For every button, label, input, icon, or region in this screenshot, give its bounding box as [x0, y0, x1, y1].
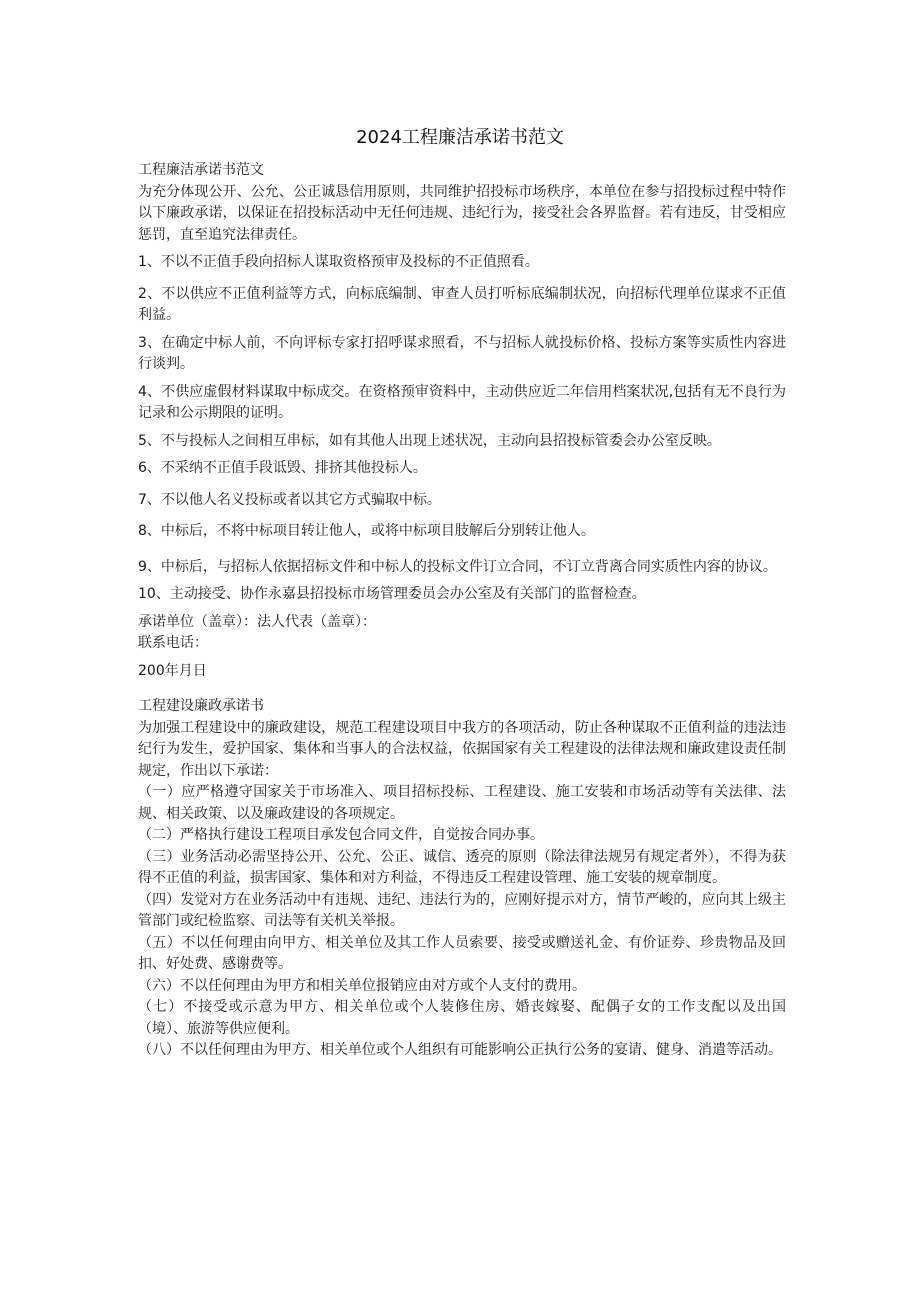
section2-intro: 为加强工程建设中的廉政建设，规范工程建设项目中我方的各项活动，防止各种谋取不正值利益的违法违纪行为发生，爱护国家、集体和当事人的合法权益，依据国家有关工程建设的法律法规和廉政建设责任制规定，作出以下承诺：: [138, 719, 786, 779]
phone-line: 联系电话：: [138, 635, 208, 651]
commitment-3: （三）业务活动必需坚持公开、公允、公正、诚信、透亮的原则（除法律法规另有规定者外），不得为获得不正值的利益，损害国家、集体和对方利益，不得违反工程建设管理、施工安装的规章制度。: [138, 848, 786, 886]
document-title: 2024工程廉洁承诺书范文: [356, 127, 564, 148]
clause-9: 9、中标后，与招标人依据招标文件和中标人的投标文件订立合同，不订立背离合同实质性内容的协议。: [138, 558, 777, 575]
section1-heading: 工程廉洁承诺书范文: [138, 162, 264, 178]
signature-line: 承诺单位（盖章）：法人代表（盖章）：: [138, 613, 376, 630]
section1-intro: 为充分体现公开、公允、公正诚恳信用原则，共同维护招投标市场秩序，本单位在参与招投标过程中特作以下廉政承诺，以保证在招投标活动中无任何违规、违纪行为，接受社会各界监督。若有违反，甘受相应惩罚，直至追究法律责任。: [138, 183, 786, 243]
clause-10: 10、主动接受、协作永嘉县招投标市场管理委员会办公室及有关部门的监督检查。: [138, 586, 646, 602]
clause-5: 5、不与投标人之间相互串标，如有其他人出现上述状况，主动向县招投标管委会办公室反映。: [138, 432, 721, 449]
clause-8: 8、中标后，不将中标项目转让他人，或将中标项目肢解后分别转让他人。: [138, 523, 595, 539]
document-body: [138, 160, 786, 1062]
commitment-1: （一）应严格遵守国家关于市场准入、项目招标投标、工程建设、施工安装和市场活动等有关法律、法规、相关政策、以及廉政建设的各项规定。: [138, 784, 786, 822]
date-line: 200年月日: [138, 662, 207, 679]
commitment-8: （八）不以任何理由为甲方、相关单位或个人组织有可能影响公正执行公务的宴请、健身、消遣等活动。: [138, 1042, 782, 1058]
clause-6: 6、不采纳不正值手段诋毁、排挤其他投标人。: [138, 460, 427, 476]
commitment-4: （四）发觉对方在业务活动中有违规、违纪、违法行为的，应刚好提示对方，情节严峻的，应向其上级主管部门或纪检监察、司法等有关机关举报。: [138, 891, 786, 929]
clause-7: 7、不以他人名义投标或者以其它方式骗取中标。: [138, 491, 441, 508]
clause-2: 2、不以供应不正值利益等方式，向标底编制、审查人员打听标底编制状况，向招标代理单位谋求不正值利益。: [138, 285, 786, 323]
commitment-2: （二）严格执行建设工程项目承发包合同文件，自觉按合同办事。: [138, 827, 544, 843]
commitment-7: （七）不接受或示意为甲方、相关单位或个人装修住房、婚丧嫁娶、配偶子女的工作支配以及出国（境）、旅游等供应便利。: [138, 999, 786, 1037]
section2-heading: 工程建设廉政承诺书: [138, 698, 264, 714]
commitment-6: （六）不以任何理由为甲方和相关单位报销应由对方或个人支付的费用。: [138, 977, 586, 994]
clause-1: 1、不以不正值手段向招标人谋取资格预审及投标的不正值照看。: [138, 254, 539, 270]
commitment-5: （五）不以任何理由向甲方、相关单位及其工作人员索要、接受或赠送礼金、有价证券、珍贵物品及回扣、好处费、感谢费等。: [138, 934, 786, 972]
clause-3: 3、在确定中标人前，不向评标专家打招呼谋求照看，不与招标人就投标价格、投标方案等实质性内容进行谈判。: [138, 334, 786, 372]
clause-4: 4、不供应虚假材料谋取中标成交。在资格预审资料中，主动供应近二年信用档案状况,包括有无不良行为记录和公示期限的证明。: [138, 383, 786, 421]
